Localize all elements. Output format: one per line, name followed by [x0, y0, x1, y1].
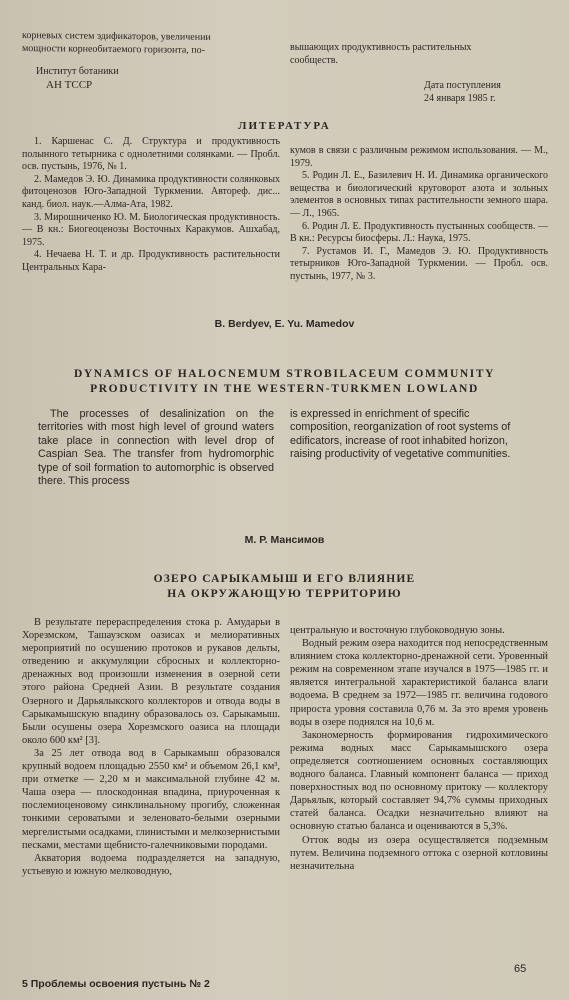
summary-title-line-1: DYNAMICS OF HALOCNEMUM STROBILACEUM COMMUNITY — [73, 368, 496, 380]
reference-item: 4. Нечаева Н. Т. и др. Продуктивность растительности Центральных Кара- — [22, 249, 280, 273]
article-author: М. Р. Мансимов — [244, 534, 325, 546]
article-paragraph: В результате перераспределения стока р. Амударьи в Хорезмском, Ташаузском оазисах и мелиоративных мероприятий по осушению протоков и рукавов дельты, отведению и аккумуляции сбросных и коллекторно-дренажных вод произошли изменения в озерной сети этого района Средней Азии. В результате создания Озерного и Дарьялыкского коллекторов и отвода воды в Сарыкамышскую впадину образовалось оз. Сарыкамыш. Были осушены озера Хорезмского оазиса на площади около 600 км² [3]. — [22, 617, 280, 746]
top-right-line-1: вышающих продуктивность растительных — [290, 42, 472, 53]
top-left-line-1: корневых систем эдификаторов, увеличении — [21, 30, 211, 43]
footer-journal: 5 Проблемы освоения пустынь № 2 — [22, 978, 210, 990]
article-paragraph: Водный режим озера находится под непосредственным влиянием стока коллекторно-дренажной сети. Уровенный режим на современном этапе изучался в 1975—1985 гг. и является интегральной характеристикой баланса влаги водоема. В среднем за 1972—1985 гг. величина годового прироста уровня составила 0,76 м. За это время уровень воды в озере поднялся на 10,6 м. — [290, 638, 548, 728]
article-title-line-2: НА ОКРУЖАЮЩУЮ ТЕРРИТОРИЮ — [167, 588, 402, 600]
literature-heading: ЛИТЕРАТУРА — [238, 120, 331, 132]
affiliation-line-1: Институт ботаники — [36, 66, 119, 77]
reference-item: 5. Родин Л. Е., Базилевич Н. И. Динамика органического вещества и биологический круговорот азота и зольных элементов в основных типах растительности земного шара. — Л., 1965. — [290, 170, 548, 219]
top-left-line-2: мощности корнеобитаемого горизонта, по- — [21, 42, 206, 56]
affiliation — [36, 66, 236, 91]
summary-paragraph: The processes of desalinization on the territories with most high level of ground waters take place in connection with level drop of Caspian Sea. The transfer from hydromorphic type of soil formation to automorphic is observed there. This process — [38, 408, 274, 488]
article-title — [0, 572, 569, 602]
page-number: 65 — [514, 963, 527, 975]
top-right-text — [290, 42, 548, 67]
summary-paragraph: is expressed in enrichment of specific composition, reorganization of root systems of edificators, increase of root inhabited horizon, raising productivity of vegetative communities. — [290, 408, 511, 461]
article-left-column — [22, 616, 280, 878]
reference-item: 3. Мирошниченко Ю. М. Биологическая продуктивность. — В кн.: Биогеоценозы Восточных Каракумов. Ашхабад, 1975. — [22, 211, 280, 248]
article-paragraph: Закономерность формирования гидрохимического режима водных масс Сарыкамышского озера определяется соотношением основных составляющих водного баланса. Главный компонент баланса — приход поверхностных вод по основному притоку — коллектору Дарьялык, который составляет 94,7% суммы приходных статей баланса. Осадки незначительно влияют на основную статью баланса и оцениваются в 5,3%. — [290, 729, 548, 833]
summary-authors: B. Berdyev, E. Yu. Mamedov — [214, 318, 355, 330]
article-paragraph: центральную и восточную глубоководную зоны. — [290, 625, 505, 636]
affiliation-line-2: АН ТССР — [46, 78, 93, 91]
reference-item: 1. Каршенас С. Д. Структура и продуктивность полынного тетырника с однолетними солянками. — Пробл. осв. пустынь, 1976, № 1. — [22, 136, 280, 173]
received-line-2: 24 января 1985 г. — [424, 92, 496, 104]
received-date — [424, 80, 554, 105]
summary-right-text — [290, 408, 526, 462]
literature-left-column — [22, 136, 280, 275]
summary-title-line-2: PRODUCTIVITY IN THE WESTERN-TURKMEN LOWLAND — [90, 383, 479, 395]
article-right-column — [290, 624, 548, 873]
reference-item: 2. Мамедов Э. Ю. Динамика продуктивности солянковых фитоценозов Юго-Западной Туркмении. Автореф. дис... канд. биол. наук.—Алма-Ата, 1982. — [22, 173, 280, 210]
article-paragraph: Отток воды из озера осуществляется подземным путем. Величина подземного оттока с озерной котловины незначительна — [290, 834, 548, 872]
reference-item: 7. Рустамов И. Г., Мамедов Э. Ю. Продуктивность тетырников Юго-Западной Туркмении. — Пробл. осв. пустынь, 1977, № 3. — [290, 245, 548, 282]
summary-title — [0, 367, 569, 397]
article-title-line-1: ОЗЕРО САРЫКАМЫШ И ЕГО ВЛИЯНИЕ — [153, 573, 416, 585]
article-paragraph: За 25 лет отвода вод в Сарыкамыш образовался крупный водоем площадью 2550 км² и объемом 26,1 км³, при отметке — 2,20 м и максимальной глубине 42 м. Чаша озера — плоскодонная впадина, приуроченная к послемиоценовому синклинальному прогибу, сложенная тонкими сероватыми и зеленовато-белыми озерными мергелистыми осадками, глинистыми и мелкозернистыми песками, местами щебнисто-галечниковыми породами. — [22, 747, 280, 851]
top-right-line-2: сообществ. — [290, 54, 338, 66]
summary-left-text — [38, 408, 274, 488]
received-line-1: Дата поступления — [424, 80, 501, 91]
top-left-text — [22, 30, 280, 55]
article-paragraph: Акватория водоема подразделяется на западную, устьевую и южную мелководную, — [22, 852, 280, 877]
reference-item: 6. Родин Л. Е. Продуктивность пустынных сообществ. — В кн.: Ресурсы биосферы. Л.: Наука, 1975. — [290, 220, 548, 245]
literature-right-column — [290, 145, 548, 284]
reference-item: кумов в связи с различным режимом использования. — М., 1979. — [290, 145, 548, 169]
